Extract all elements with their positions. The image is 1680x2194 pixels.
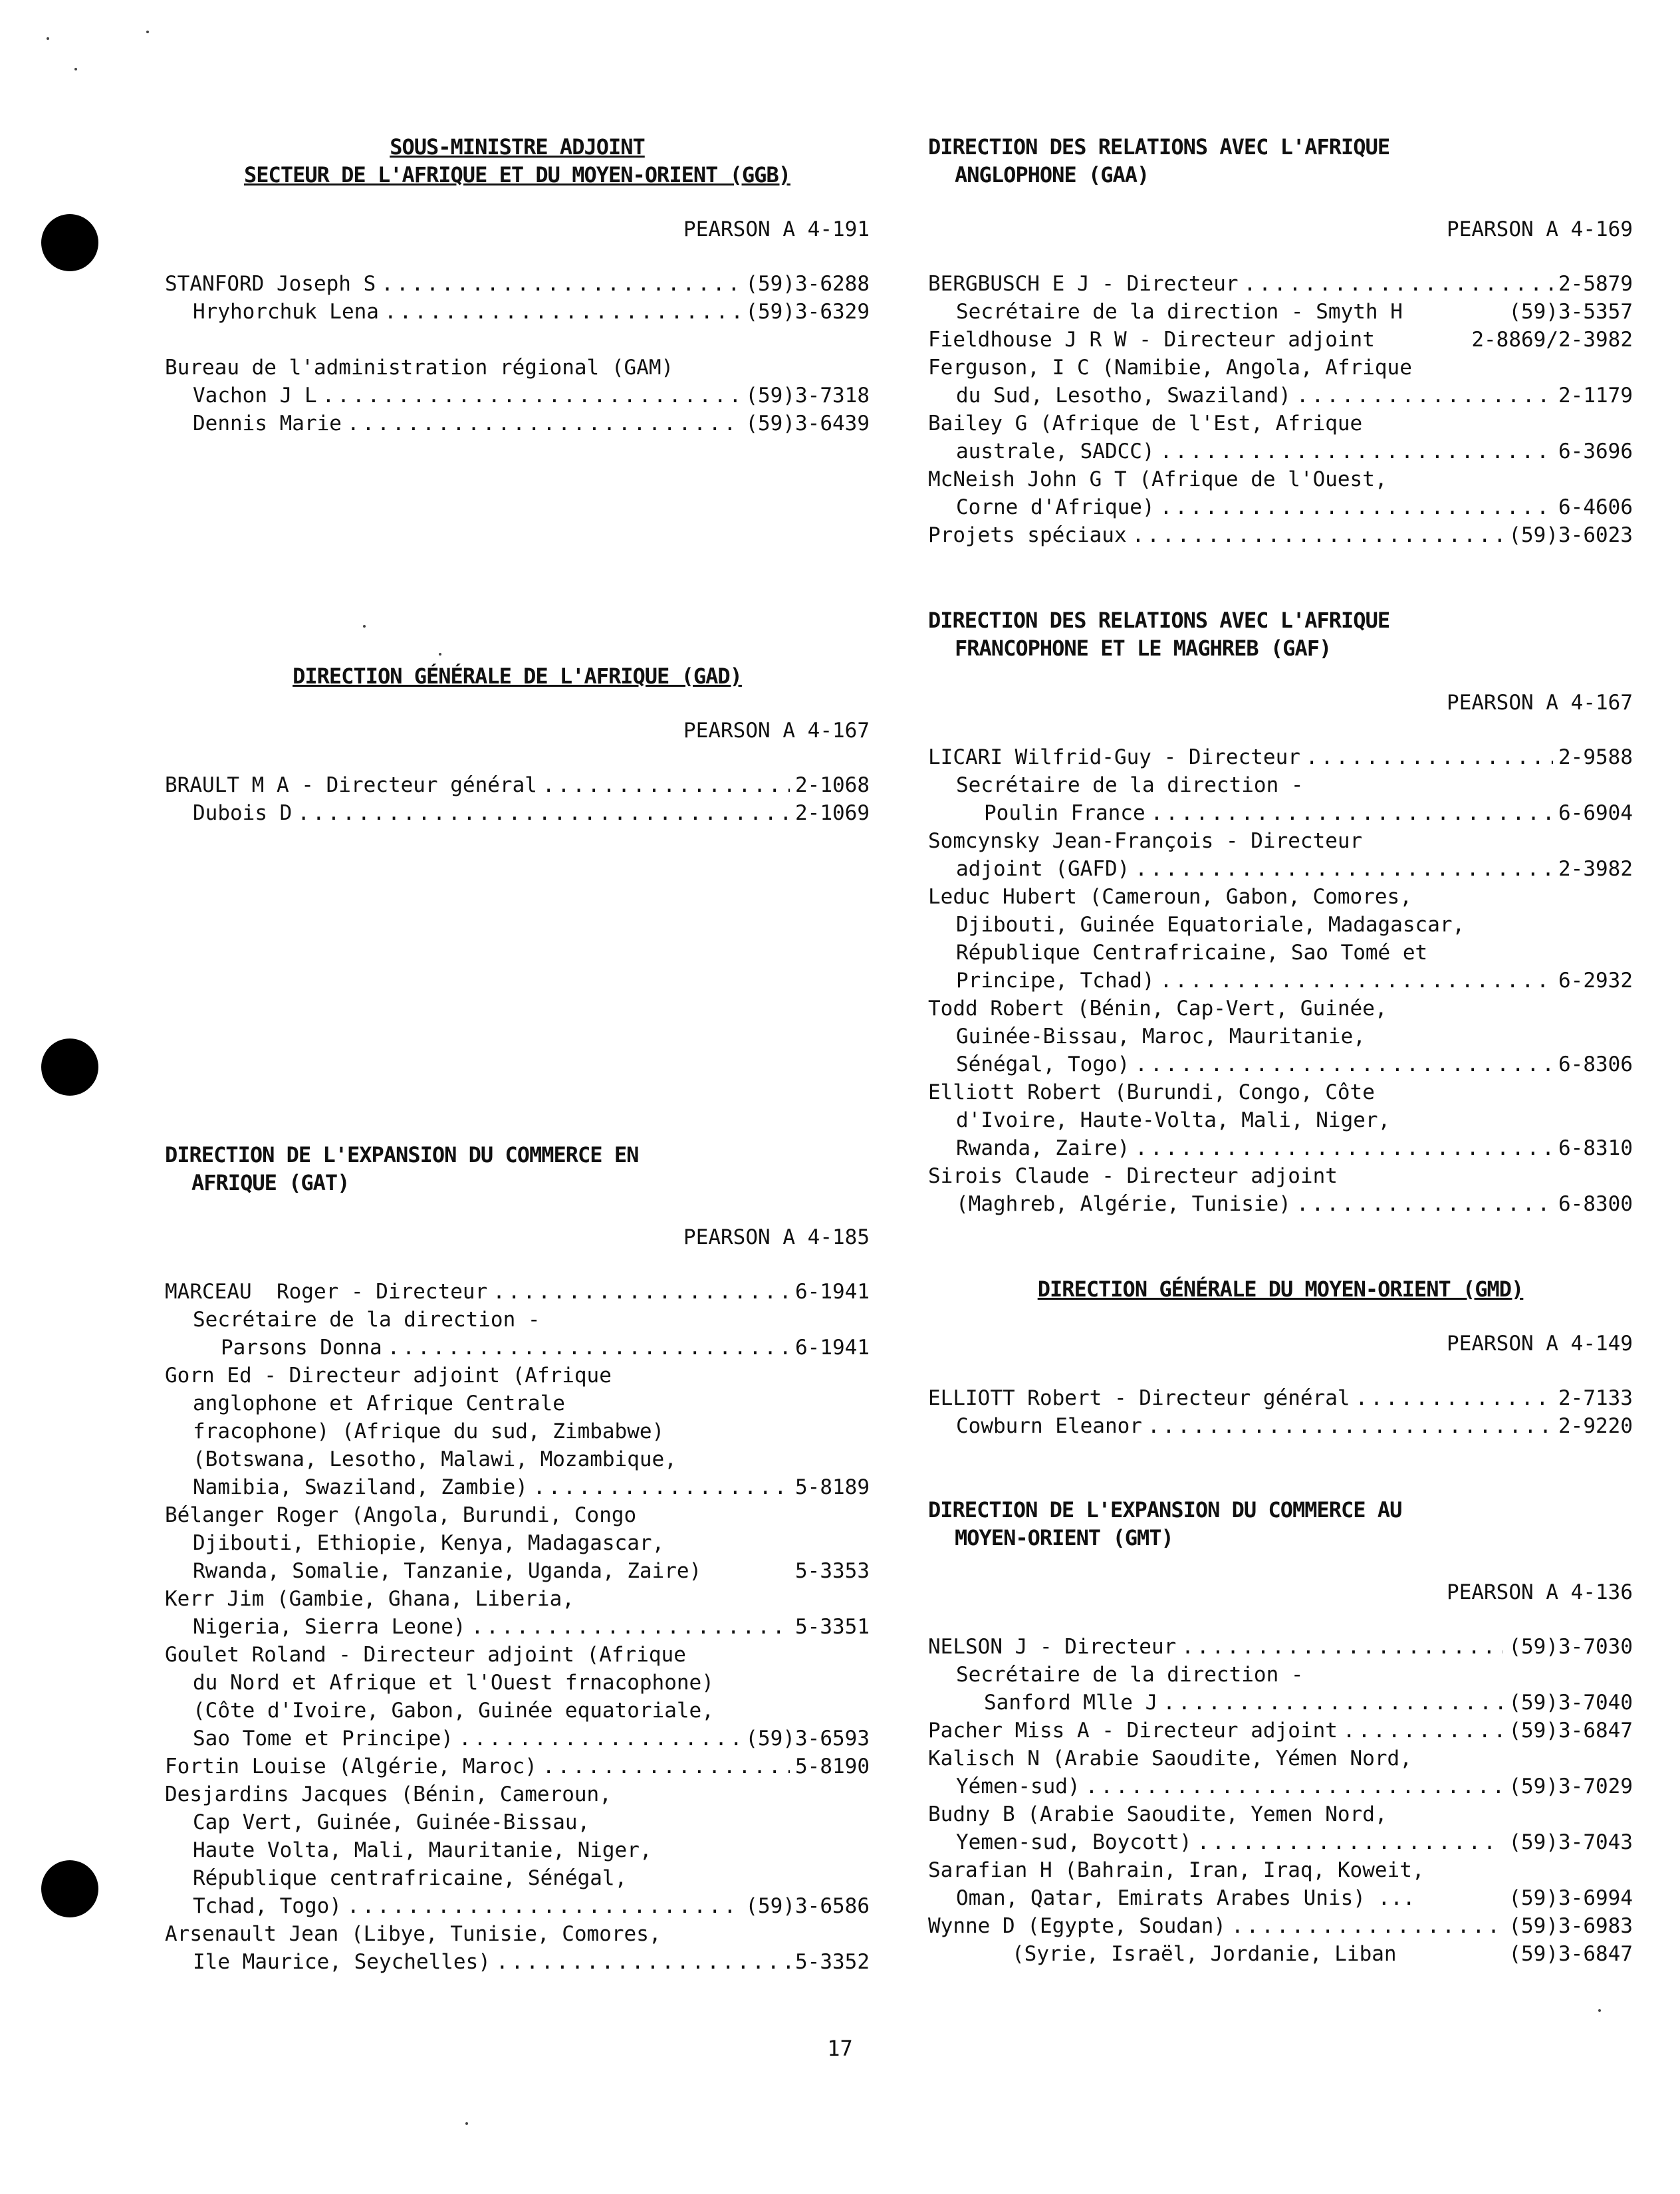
directory-entry (165, 1390, 870, 1417)
directory-entry (928, 410, 1633, 437)
entry-name: Bélanger Roger (Angola, Burundi, Congo (165, 1503, 637, 1527)
entry-name: Secrétaire de la direction - (956, 1663, 1304, 1687)
directory-entry (928, 1633, 1633, 1661)
entry-name: anglophone et Afrique Centrale (193, 1392, 565, 1415)
dot-leader (381, 270, 740, 298)
directory-entry (928, 1162, 1633, 1190)
page-number: 17 (827, 2036, 853, 2061)
entry-name: République centrafricaine, Sénégal, (193, 1866, 628, 1890)
directory-entry (928, 743, 1633, 771)
directory-entry (928, 855, 1633, 883)
entry-name: Elliott Robert (Burundi, Congo, Côte (928, 1080, 1375, 1104)
entry-phone: 5-3353 (795, 1559, 870, 1583)
entry-name: Sénégal, Togo) (956, 1052, 1130, 1076)
location: PEARSON A 4-169 (1447, 217, 1633, 241)
heading-line: DIRECTION GÉNÉRALE DE L'AFRIQUE (GAD) (293, 664, 742, 689)
dot-leader (1296, 382, 1553, 410)
directory-entry (928, 1912, 1633, 1940)
dot-leader (1306, 743, 1553, 771)
entry-phone: (59)3-6847 (1508, 1942, 1633, 1966)
directory-entry (928, 493, 1633, 521)
section-heading (165, 1141, 870, 1197)
section-ggb (165, 133, 870, 437)
section-heading (928, 606, 1633, 662)
entry-list (165, 1278, 870, 1976)
entry-list (165, 771, 870, 827)
entry-name: du Sud, Lesotho, Swaziland) (956, 384, 1291, 408)
entry-name: Ferguson, I C (Namibie, Angola, Afrique (928, 356, 1412, 380)
directory-entry (928, 521, 1633, 549)
dot-leader (322, 382, 741, 410)
entry-phone: (59)3-7040 (1508, 1691, 1633, 1715)
directory-entry (165, 1306, 870, 1334)
section-heading (165, 133, 870, 189)
directory-entry (928, 1134, 1633, 1162)
entry-list (928, 1633, 1633, 1968)
dot-leader (533, 1473, 790, 1501)
entry-phone: 6-6904 (1558, 801, 1633, 825)
entry-name: Oman, Qatar, Emirats Arabes Unis) ... (956, 1886, 1415, 1910)
directory-entry (165, 1920, 870, 1948)
entry-name: République Centrafricaine, Sao Tomé et (956, 941, 1428, 965)
entry-name: Vachon J L (193, 384, 317, 408)
entry-name: Kalisch N (Arabie Saoudite, Yémen Nord, (928, 1747, 1412, 1770)
punch-hole-middle (41, 1038, 98, 1096)
entry-name: (Botswana, Lesotho, Malawi, Mozambique, (193, 1447, 677, 1471)
dot-leader (1296, 1190, 1553, 1218)
entry-name: du Nord et Afrique et l'Ouest frnacophone) (193, 1671, 714, 1695)
entry-phone: 6-3696 (1558, 439, 1633, 463)
entry-name: Djibouti, Guinée Equatoriale, Madagascar, (956, 913, 1465, 937)
entry-phone: 2-1068 (795, 773, 870, 797)
entry-name: Secrétaire de la direction - Smyth H (956, 300, 1403, 324)
entry-name: Kerr Jim (Gambie, Ghana, Liberia, (165, 1587, 574, 1611)
directory-entry (928, 1884, 1633, 1912)
location: PEARSON A 4-136 (1447, 1580, 1633, 1604)
entry-phone: 6-1941 (795, 1336, 870, 1360)
directory-entry (165, 1278, 870, 1306)
entry-name: Rwanda, Somalie, Tanzanie, Uganda, Zaire) (193, 1559, 702, 1583)
scan-speck (47, 37, 49, 40)
entry-name: Sirois Claude - Directeur adjoint (928, 1164, 1338, 1188)
directory-entry (165, 1725, 870, 1753)
scan-speck (74, 68, 77, 70)
dot-leader (1160, 437, 1553, 465)
entry-name: Todd Robert (Bénin, Cap-Vert, Guinée, (928, 997, 1387, 1021)
directory-entry (928, 1940, 1633, 1968)
entry-list (165, 270, 870, 437)
directory-entry (165, 1808, 870, 1836)
entry-name: Tchad, Togo) (193, 1894, 342, 1918)
dot-leader (1135, 855, 1553, 883)
directory-entry (165, 1864, 870, 1892)
section-gaa (928, 133, 1633, 549)
entry-name: Corne d'Afrique) (956, 495, 1155, 519)
dot-leader (1135, 1050, 1553, 1078)
entry-name: MARCEAU Roger - Directeur (165, 1280, 488, 1304)
heading-line: ANGLOPHONE (GAA) (955, 162, 1149, 187)
heading-line: DIRECTION DE L'EXPANSION DU COMMERCE EN (165, 1142, 639, 1167)
location: PEARSON A 4-167 (683, 719, 870, 743)
heading-line: AFRIQUE (GAT) (191, 1170, 350, 1195)
directory-entry (165, 1417, 870, 1445)
entry-list (928, 270, 1633, 549)
dot-leader (1151, 799, 1553, 827)
entry-phone: 6-8310 (1558, 1136, 1633, 1160)
dot-leader (297, 799, 790, 827)
entry-name: Fortin Louise (Algérie, Maroc) (165, 1755, 537, 1778)
scan-speck (363, 625, 366, 628)
entry-name: Fieldhouse J R W - Directeur adjoint (928, 328, 1375, 352)
entry-phone: (59)3-6288 (745, 272, 870, 296)
entry-name: Djibouti, Ethiopie, Kenya, Madagascar, (193, 1531, 665, 1555)
directory-entry (165, 771, 870, 799)
entry-name: Somcynsky Jean-François - Directeur (928, 829, 1363, 853)
dot-leader (1231, 1912, 1503, 1940)
directory-entry (928, 1800, 1633, 1828)
dot-leader (388, 1334, 790, 1362)
directory-entry (165, 1585, 870, 1613)
entry-name: Projets spéciaux (928, 523, 1127, 547)
punch-hole-bottom (41, 1860, 98, 1917)
entry-phone: 6-8306 (1558, 1052, 1633, 1076)
heading-line: SOUS-MINISTRE ADJOINT (390, 134, 645, 160)
scan-speck (465, 2122, 468, 2125)
directory-entry (928, 1772, 1633, 1800)
dot-leader (1160, 493, 1553, 521)
directory-entry (928, 1384, 1633, 1412)
dot-leader (471, 1613, 790, 1641)
entry-phone: (59)3-6586 (745, 1894, 870, 1918)
entry-phone: (59)3-7043 (1508, 1830, 1633, 1854)
entry-name: Sanford Mlle J (984, 1691, 1158, 1715)
directory-entry (928, 382, 1633, 410)
entry-name: Yémen-sud) (956, 1774, 1080, 1798)
dot-leader (1181, 1633, 1503, 1661)
entry-name: Poulin France (984, 801, 1145, 825)
directory-entry (165, 1557, 870, 1585)
directory-entry (928, 827, 1633, 855)
dot-leader (1343, 1717, 1503, 1745)
directory-entry (928, 939, 1633, 967)
heading-line: DIRECTION GÉNÉRALE DU MOYEN-ORIENT (GMD) (1037, 1277, 1524, 1302)
entry-name: Namibia, Swaziland, Zambie) (193, 1475, 528, 1499)
entry-name: Budny B (Arabie Saoudite, Yemen Nord, (928, 1802, 1387, 1826)
directory-entry (928, 270, 1633, 298)
directory-entry (165, 270, 870, 298)
entry-name: Hryhorchuk Lena (193, 300, 379, 324)
entry-phone: (59)3-6329 (745, 300, 870, 324)
entry-name: Goulet Roland - Directeur adjoint (Afrique (165, 1643, 686, 1667)
heading-line: DIRECTION DE L'EXPANSION DU COMMERCE AU (928, 1497, 1402, 1523)
entry-name: LICARI Wilfrid-Guy - Directeur (928, 745, 1300, 769)
dot-leader (1147, 1412, 1553, 1440)
entry-name: adjoint (GAFD) (956, 857, 1130, 881)
directory-entry (165, 1362, 870, 1390)
directory-entry (165, 1641, 870, 1669)
entry-phone: (59)3-7029 (1508, 1774, 1633, 1798)
directory-entry (928, 995, 1633, 1023)
entry-phone: (59)3-6023 (1508, 523, 1633, 547)
dot-leader (542, 1753, 790, 1780)
directory-entry (928, 1745, 1633, 1772)
directory-entry (165, 382, 870, 410)
scan-speck (439, 653, 441, 656)
directory-entry (165, 1669, 870, 1697)
section-gat (165, 1141, 870, 1976)
dot-leader (1135, 1134, 1553, 1162)
entry-name: Secrétaire de la direction - (956, 773, 1304, 797)
directory-entry (928, 883, 1633, 911)
entry-phone: 2-3982 (1558, 857, 1633, 881)
dot-leader (384, 298, 740, 326)
entry-name: Desjardins Jacques (Bénin, Cameroun, (165, 1782, 612, 1806)
entry-phone: (59)3-6994 (1508, 1886, 1633, 1910)
entry-name: australe, SADCC) (956, 439, 1155, 463)
location: PEARSON A 4-149 (1447, 1332, 1633, 1356)
entry-name: NELSON J - Directeur (928, 1635, 1177, 1659)
dot-leader (542, 771, 790, 799)
directory-entry (928, 1190, 1633, 1218)
entry-phone: 2-7133 (1558, 1386, 1633, 1410)
directory-entry (165, 1780, 870, 1808)
directory-entry (165, 1501, 870, 1529)
directory-entry (165, 1753, 870, 1780)
directory-entry (928, 437, 1633, 465)
directory-entry (928, 911, 1633, 939)
entry-name: Haute Volta, Mali, Mauritanie, Niger, (193, 1838, 652, 1862)
directory-entry (928, 771, 1633, 799)
entry-phone: (59)3-5357 (1508, 300, 1633, 324)
entry-name: Sarafian H (Bahrain, Iran, Iraq, Koweit, (928, 1858, 1425, 1882)
entry-phone: 2-1179 (1558, 384, 1633, 408)
entry-phone: (59)3-6983 (1508, 1914, 1633, 1938)
entry-name: Guinée-Bissau, Maroc, Mauritanie, (956, 1025, 1366, 1048)
entry-name: Dubois D (193, 801, 293, 825)
dot-leader (496, 1948, 790, 1976)
entry-phone: 5-3352 (795, 1950, 870, 1974)
entry-phone: 5-3351 (795, 1615, 870, 1639)
heading-line: DIRECTION DES RELATIONS AVEC L'AFRIQUE (928, 134, 1390, 160)
entry-phone: (59)3-7030 (1508, 1635, 1633, 1659)
entry-phone: 2-8869/2-3982 (1471, 328, 1633, 352)
entry-name: Cowburn Eleanor (956, 1414, 1142, 1438)
directory-entry (165, 1334, 870, 1362)
entry-phone: 2-9588 (1558, 745, 1633, 769)
entry-phone: (59)3-6847 (1508, 1719, 1633, 1743)
directory-entry (165, 1529, 870, 1557)
entry-name: BERGBUSCH E J - Directeur (928, 272, 1239, 296)
directory-entry (928, 298, 1633, 326)
entry-spacer (165, 326, 870, 354)
directory-entry (165, 410, 870, 437)
directory-entry (928, 1023, 1633, 1050)
entry-name: Nigeria, Sierra Leone) (193, 1615, 466, 1639)
entry-phone: 6-4606 (1558, 495, 1633, 519)
entry-phone: 6-1941 (795, 1280, 870, 1304)
directory-entry (165, 1836, 870, 1864)
section-gaf (928, 606, 1633, 1218)
entry-phone: 2-9220 (1558, 1414, 1633, 1438)
directory-entry (928, 1412, 1633, 1440)
entry-list (928, 1384, 1633, 1440)
section-heading (928, 133, 1633, 189)
entry-phone: (59)3-6439 (745, 412, 870, 435)
directory-entry (165, 1445, 870, 1473)
entry-name: Wynne D (Egypte, Soudan) (928, 1914, 1226, 1938)
punch-hole-top (41, 214, 98, 271)
directory-entry (165, 1892, 870, 1920)
entry-name: fracophone) (Afrique du sud, Zimbabwe) (193, 1419, 665, 1443)
dot-leader (1197, 1828, 1504, 1856)
section-heading (928, 1496, 1633, 1552)
entry-name: Leduc Hubert (Cameroun, Gabon, Comores, (928, 885, 1412, 909)
directory-entry (165, 1948, 870, 1976)
directory-entry (928, 354, 1633, 382)
entry-name: Dennis Marie (193, 412, 342, 435)
dot-leader (1086, 1772, 1504, 1800)
entry-phone: 5-8190 (795, 1755, 870, 1778)
dot-leader (1356, 1384, 1553, 1412)
entry-phone: 6-2932 (1558, 969, 1633, 993)
dot-leader (1244, 270, 1553, 298)
heading-line: MOYEN-ORIENT (GMT) (955, 1525, 1173, 1550)
location: PEARSON A 4-185 (683, 1225, 870, 1249)
directory-entry (165, 1473, 870, 1501)
directory-entry (928, 1661, 1633, 1689)
entry-name: Pacher Miss A - Directeur adjoint (928, 1719, 1338, 1743)
entry-name: Bureau de l'administration régional (GAM) (165, 356, 674, 380)
dot-leader (459, 1725, 740, 1753)
directory-entry (165, 1697, 870, 1725)
directory-entry (165, 354, 870, 382)
entry-name: BRAULT M A - Directeur général (165, 773, 537, 797)
directory-entry (928, 1050, 1633, 1078)
section-gad (165, 662, 870, 827)
entry-name: Yemen-sud, Boycott) (956, 1830, 1192, 1854)
entry-name: Bailey G (Afrique de l'Est, Afrique (928, 412, 1363, 435)
dot-leader (347, 410, 740, 437)
entry-name: ELLIOTT Robert - Directeur général (928, 1386, 1350, 1410)
entry-name: Sao Tome et Principe) (193, 1727, 453, 1751)
dot-leader (347, 1892, 740, 1920)
entry-phone: (59)3-6593 (745, 1727, 870, 1751)
entry-name: Principe, Tchad) (956, 969, 1155, 993)
entry-phone: 2-5879 (1558, 272, 1633, 296)
entry-name: Arsenault Jean (Libye, Tunisie, Comores, (165, 1922, 661, 1946)
directory-entry (165, 799, 870, 827)
directory-entry (928, 1106, 1633, 1134)
entry-phone: 6-8300 (1558, 1192, 1633, 1216)
dot-leader (1160, 967, 1553, 995)
heading-line: SECTEUR DE L'AFRIQUE ET DU MOYEN-ORIENT (GGB) (244, 162, 790, 187)
scan-speck (1598, 2009, 1601, 2012)
directory-entry (165, 1613, 870, 1641)
entry-name: STANFORD Joseph S (165, 272, 376, 296)
dot-leader (1163, 1689, 1503, 1717)
directory-entry (928, 1856, 1633, 1884)
entry-name: (Côte d'Ivoire, Gabon, Guinée equatoriale, (193, 1699, 714, 1723)
directory-entry (928, 1078, 1633, 1106)
entry-name: (Maghreb, Algérie, Tunisie) (956, 1192, 1291, 1216)
directory-entry (928, 1717, 1633, 1745)
directory-entry (928, 1689, 1633, 1717)
dot-leader (1132, 521, 1504, 549)
section-gmd (928, 1275, 1633, 1440)
entry-name: Parsons Donna (221, 1336, 382, 1360)
entry-name: Secrétaire de la direction - (193, 1308, 540, 1332)
location: PEARSON A 4-167 (1447, 691, 1633, 715)
entry-list (928, 743, 1633, 1218)
entry-name: McNeish John G T (Afrique de l'Ouest, (928, 467, 1387, 491)
heading-line: FRANCOPHONE ET LE MAGHREB (GAF) (955, 636, 1332, 661)
scan-speck (146, 31, 149, 33)
directory-entry (928, 967, 1633, 995)
dot-leader (493, 1278, 790, 1306)
entry-phone: 2-1069 (795, 801, 870, 825)
section-heading (165, 662, 870, 690)
heading-line: DIRECTION DES RELATIONS AVEC L'AFRIQUE (928, 608, 1390, 633)
entry-name: Gorn Ed - Directeur adjoint (Afrique (165, 1364, 612, 1388)
entry-name: Rwanda, Zaire) (956, 1136, 1130, 1160)
entry-phone: 5-8189 (795, 1475, 870, 1499)
section-heading (928, 1275, 1633, 1303)
entry-name: (Syrie, Israël, Jordanie, Liban (1012, 1942, 1397, 1966)
directory-entry (928, 326, 1633, 354)
entry-name: Ile Maurice, Seychelles) (193, 1950, 491, 1974)
directory-entry (928, 1828, 1633, 1856)
location: PEARSON A 4-191 (683, 217, 870, 241)
entry-name: d'Ivoire, Haute-Volta, Mali, Niger, (956, 1108, 1391, 1132)
directory-entry (165, 298, 870, 326)
directory-entry (928, 799, 1633, 827)
entry-phone: (59)3-7318 (745, 384, 870, 408)
entry-name: Cap Vert, Guinée, Guinée-Bissau, (193, 1810, 590, 1834)
section-gmt (928, 1496, 1633, 1968)
directory-entry (928, 465, 1633, 493)
